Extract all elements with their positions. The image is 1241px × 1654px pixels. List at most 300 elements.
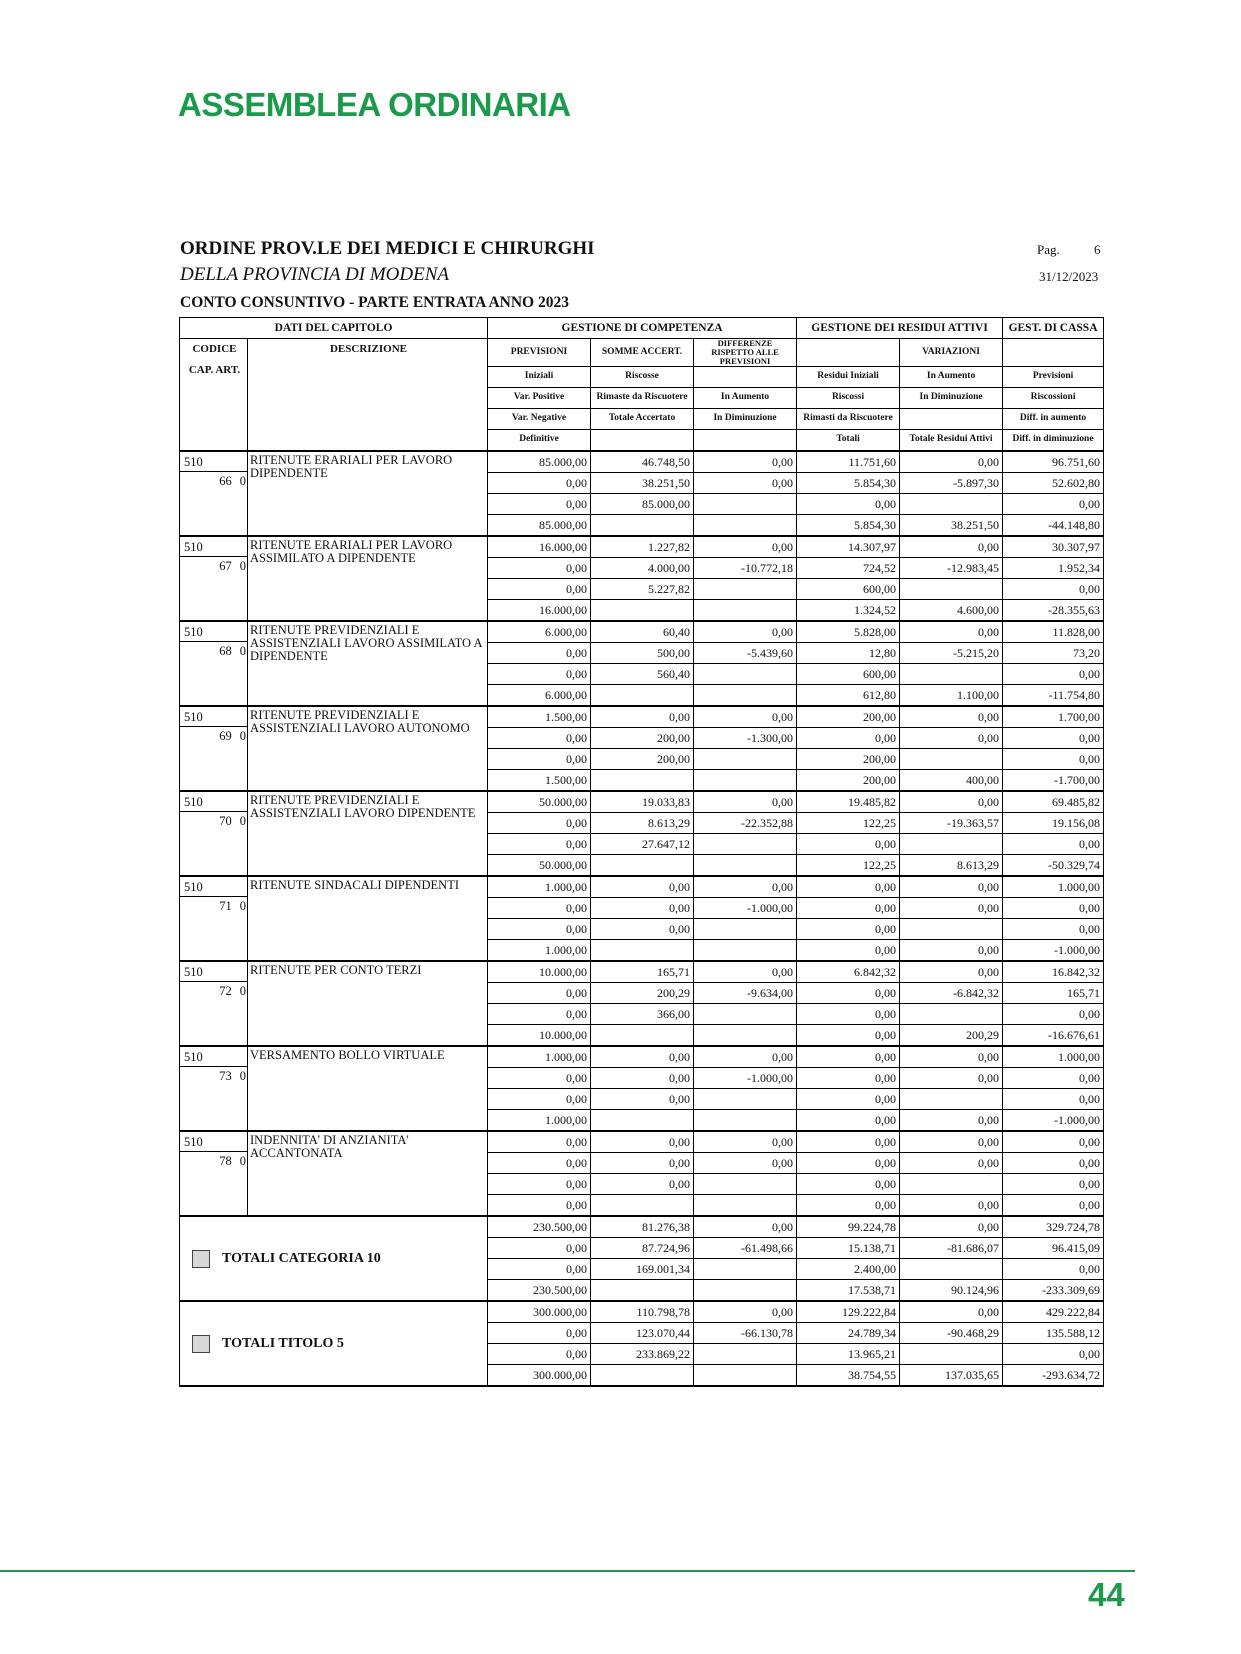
amount-cell <box>694 1089 797 1110</box>
amount-cell: 0,00 <box>694 1216 797 1238</box>
col-header <box>900 409 1003 430</box>
amount-cell: 1.000,00 <box>1003 1046 1104 1068</box>
amount-cell: -6.842,32 <box>900 983 1003 1004</box>
col-header: Totale Residui Attivi <box>900 430 1003 452</box>
amount-cell <box>694 1004 797 1025</box>
amount-cell <box>900 1344 1003 1365</box>
amount-cell: 0,00 <box>1003 1089 1104 1110</box>
amount-cell: 0,00 <box>900 1068 1003 1089</box>
page-number: 6 <box>1094 242 1101 257</box>
group-residui: GESTIONE DEI RESIDUI ATTIVI <box>797 318 1003 339</box>
amount-cell: 0,00 <box>1003 1131 1104 1153</box>
art-value: 73 <box>219 1069 232 1083</box>
art-value: 71 <box>219 899 232 913</box>
col-header: Rimasti da Riscuotere <box>797 409 900 430</box>
amount-cell: 0,00 <box>900 706 1003 728</box>
amount-cell: 0,00 <box>488 1238 591 1259</box>
amount-cell: 0,00 <box>900 1195 1003 1217</box>
amount-cell: -1.000,00 <box>694 1068 797 1089</box>
amount-cell: -61.498,66 <box>694 1238 797 1259</box>
amount-cell: 0,00 <box>797 919 900 940</box>
amount-cell: 19.033,83 <box>591 791 694 813</box>
amount-cell <box>694 1110 797 1132</box>
amount-cell: 0,00 <box>591 898 694 919</box>
amount-cell: 0,00 <box>1003 834 1104 855</box>
amount-cell: 0,00 <box>694 706 797 728</box>
sub-value: 0 <box>239 1154 246 1168</box>
amount-cell: 135.588,12 <box>1003 1323 1104 1344</box>
amount-cell <box>591 940 694 962</box>
col-header: VARIAZIONI <box>900 339 1003 367</box>
amount-cell: 50.000,00 <box>488 791 591 813</box>
amount-cell: 200,29 <box>900 1025 1003 1047</box>
amount-cell <box>694 940 797 962</box>
art-number <box>180 982 247 998</box>
amount-cell <box>694 1365 797 1387</box>
amount-cell: 200,00 <box>797 706 900 728</box>
amount-cell: 1.000,00 <box>488 1110 591 1132</box>
amount-cell: 0,00 <box>797 1174 900 1195</box>
amount-cell: 169.001,34 <box>591 1259 694 1280</box>
sub-value: 0 <box>239 984 246 998</box>
amount-cell: 0,00 <box>694 621 797 643</box>
amount-cell: 560,40 <box>591 664 694 685</box>
table-row <box>180 961 1104 983</box>
org-province: DELLA PROVINCIA DI MODENA <box>180 264 449 285</box>
amount-cell: 0,00 <box>900 1046 1003 1068</box>
amount-cell: 19.485,82 <box>797 791 900 813</box>
amount-cell: 0,00 <box>591 1068 694 1089</box>
chapter-description: RITENUTE PER CONTO TERZI <box>248 961 488 1046</box>
amount-cell: 0,00 <box>488 898 591 919</box>
amount-cell <box>694 494 797 515</box>
amount-cell <box>900 664 1003 685</box>
chapter-code <box>180 621 248 706</box>
amount-cell: 0,00 <box>900 791 1003 813</box>
chapter-code <box>180 961 248 1046</box>
codice-header <box>180 339 248 452</box>
amount-cell: -1.000,00 <box>694 898 797 919</box>
amount-cell: 12,80 <box>797 643 900 664</box>
amount-cell <box>694 1344 797 1365</box>
cap-number: 510 <box>180 1132 247 1152</box>
amount-cell: -50.329,74 <box>1003 855 1104 877</box>
amount-cell: 0,00 <box>797 940 900 962</box>
amount-cell: -90.468,29 <box>900 1323 1003 1344</box>
amount-cell: 1.324,52 <box>797 600 900 622</box>
report-date: 31/12/2023 <box>1039 269 1099 284</box>
amount-cell: 8.613,29 <box>900 855 1003 877</box>
amount-cell: 0,00 <box>797 494 900 515</box>
col-header: Totale Accertato <box>591 409 694 430</box>
col-header: Riscossi <box>797 388 900 409</box>
amount-cell: 0,00 <box>1003 728 1104 749</box>
amount-cell: 0,00 <box>1003 1344 1104 1365</box>
amount-cell: 0,00 <box>1003 1195 1104 1217</box>
amount-cell: 0,00 <box>488 1259 591 1280</box>
amount-cell <box>591 770 694 792</box>
amount-cell: 1.000,00 <box>488 1046 591 1068</box>
cap-number: 510 <box>180 622 247 642</box>
amount-cell: 10.000,00 <box>488 1025 591 1047</box>
table-row <box>180 706 1104 728</box>
amount-cell: 85.000,00 <box>488 451 591 473</box>
col-header: PREVISIONI <box>488 339 591 367</box>
brand-title: ASSEMBLEA ORDINARIA <box>178 86 571 123</box>
amount-cell: -1.700,00 <box>1003 770 1104 792</box>
chapter-code <box>180 876 248 961</box>
sub-value: 0 <box>239 644 246 658</box>
amount-cell: 38.754,55 <box>797 1365 900 1387</box>
chapter-description: INDENNITA' DI ANZIANITA' ACCANTONATA <box>248 1131 488 1216</box>
col-header: Var. Negative <box>488 409 591 430</box>
amount-cell: 5.828,00 <box>797 621 900 643</box>
sub-value: 0 <box>239 814 246 828</box>
amount-cell: -44.148,80 <box>1003 515 1104 537</box>
amount-cell <box>694 664 797 685</box>
sub-value: 0 <box>239 899 246 913</box>
total-label: TOTALI TITOLO 5 <box>222 1335 344 1351</box>
amount-cell: 0,00 <box>1003 494 1104 515</box>
amount-cell: 0,00 <box>1003 898 1104 919</box>
amount-cell <box>694 770 797 792</box>
amount-cell <box>694 834 797 855</box>
amount-cell: 0,00 <box>900 1110 1003 1132</box>
amount-cell: 123.070,44 <box>591 1323 694 1344</box>
cap-number: 510 <box>180 1047 247 1067</box>
chapter-code <box>180 451 248 536</box>
amount-cell: 17.538,71 <box>797 1280 900 1302</box>
chapter-code <box>180 706 248 791</box>
cap-art-label: CAP. ART. <box>188 364 241 376</box>
col-header <box>797 339 900 367</box>
cap-number: 510 <box>180 707 247 727</box>
amount-cell: 0,00 <box>900 1153 1003 1174</box>
col-header: In Aumento <box>694 388 797 409</box>
amount-cell <box>900 834 1003 855</box>
amount-cell: 600,00 <box>797 664 900 685</box>
table-row <box>180 1046 1104 1068</box>
checkbox-icon <box>192 1250 210 1268</box>
amount-cell: 600,00 <box>797 579 900 600</box>
footer-rule <box>0 1570 1135 1572</box>
total-label-cell <box>180 1301 488 1386</box>
amount-cell: 724,52 <box>797 558 900 579</box>
col-header: Definitive <box>488 430 591 452</box>
art-value: 66 <box>219 474 232 488</box>
amount-cell: 329.724,78 <box>1003 1216 1104 1238</box>
amount-cell: -1.000,00 <box>1003 940 1104 962</box>
amount-cell <box>900 494 1003 515</box>
amount-cell: 0,00 <box>797 1153 900 1174</box>
amount-cell <box>694 1195 797 1217</box>
group-header-row <box>180 318 1104 339</box>
amount-cell: 0,00 <box>797 1025 900 1047</box>
art-value: 68 <box>219 644 232 658</box>
amount-cell: 0,00 <box>1003 1259 1104 1280</box>
col-header: Riscosse <box>591 367 694 388</box>
amount-cell: 0,00 <box>488 1004 591 1025</box>
amount-cell: 0,00 <box>797 983 900 1004</box>
amount-cell: 0,00 <box>1003 1068 1104 1089</box>
amount-cell: 122,25 <box>797 813 900 834</box>
amount-cell: 99.224,78 <box>797 1216 900 1238</box>
amount-cell: 0,00 <box>488 749 591 770</box>
org-name: ORDINE PROV.LE DEI MEDICI E CHIRURGHI <box>180 238 595 259</box>
descrizione-header: DESCRIZIONE <box>248 339 488 452</box>
amount-cell: 10.000,00 <box>488 961 591 983</box>
chapter-description: RITENUTE PREVIDENZIALI E ASSISTENZIALI LAVORO DIPENDENTE <box>248 791 488 876</box>
amount-cell: 612,80 <box>797 685 900 707</box>
col-header: In Diminuzione <box>694 409 797 430</box>
amount-cell: 0,00 <box>694 791 797 813</box>
amount-cell: 0,00 <box>591 876 694 898</box>
amount-cell: 1.000,00 <box>488 940 591 962</box>
col-header: SOMME ACCERT. <box>591 339 694 367</box>
art-number <box>180 472 247 488</box>
amount-cell <box>591 1025 694 1047</box>
total-label: TOTALI CATEGORIA 10 <box>222 1250 381 1266</box>
amount-cell: 0,00 <box>488 643 591 664</box>
amount-cell <box>694 1280 797 1302</box>
art-number <box>180 1067 247 1083</box>
col-header: Previsioni <box>1003 367 1104 388</box>
amount-cell: -16.676,61 <box>1003 1025 1104 1047</box>
amount-cell: 4.000,00 <box>591 558 694 579</box>
amount-cell: 0,00 <box>694 876 797 898</box>
amount-cell: 0,00 <box>488 473 591 494</box>
amount-cell: 0,00 <box>1003 1174 1104 1195</box>
amount-cell: 0,00 <box>591 1089 694 1110</box>
amount-cell: 0,00 <box>900 728 1003 749</box>
table-row <box>180 1131 1104 1153</box>
amount-cell: 0,00 <box>694 1153 797 1174</box>
chapter-description: RITENUTE ERARIALI PER LAVORO ASSIMILATO A DIPENDENTE <box>248 536 488 621</box>
chapter-code <box>180 791 248 876</box>
amount-cell: -1.000,00 <box>1003 1110 1104 1132</box>
amount-cell: -5.439,60 <box>694 643 797 664</box>
amount-cell: 96.751,60 <box>1003 451 1104 473</box>
amount-cell: 300.000,00 <box>488 1365 591 1387</box>
amount-cell: -19.363,57 <box>900 813 1003 834</box>
amount-cell: 0,00 <box>591 1046 694 1068</box>
amount-cell: 0,00 <box>1003 664 1104 685</box>
amount-cell: 0,00 <box>900 961 1003 983</box>
amount-cell: 87.724,96 <box>591 1238 694 1259</box>
amount-cell: 0,00 <box>900 876 1003 898</box>
amount-cell: 0,00 <box>797 1046 900 1068</box>
amount-cell: 0,00 <box>488 1068 591 1089</box>
amount-cell: 200,00 <box>591 728 694 749</box>
amount-cell: 0,00 <box>591 1153 694 1174</box>
amount-cell <box>591 855 694 877</box>
amount-cell: 0,00 <box>900 536 1003 558</box>
amount-cell: 0,00 <box>488 1153 591 1174</box>
amount-cell <box>591 1110 694 1132</box>
amount-cell: -12.983,45 <box>900 558 1003 579</box>
amount-cell: 300.000,00 <box>488 1301 591 1323</box>
amount-cell: 6.000,00 <box>488 621 591 643</box>
amount-cell: 0,00 <box>591 919 694 940</box>
amount-cell: 0,00 <box>591 1131 694 1153</box>
amount-cell: 0,00 <box>488 728 591 749</box>
amount-cell: 1.700,00 <box>1003 706 1104 728</box>
amount-cell: 81.276,38 <box>591 1216 694 1238</box>
amount-cell: 0,00 <box>1003 919 1104 940</box>
amount-cell: 85.000,00 <box>591 494 694 515</box>
amount-cell: 0,00 <box>488 1323 591 1344</box>
table-row <box>180 791 1104 813</box>
amount-cell: 0,00 <box>797 876 900 898</box>
amount-cell: 0,00 <box>797 1004 900 1025</box>
amount-cell: 0,00 <box>797 1131 900 1153</box>
amount-cell: 1.100,00 <box>900 685 1003 707</box>
art-number <box>180 1152 247 1168</box>
amount-cell <box>694 1025 797 1047</box>
amount-cell: 129.222,84 <box>797 1301 900 1323</box>
amount-cell: 73,20 <box>1003 643 1104 664</box>
amount-cell: 38.251,50 <box>591 473 694 494</box>
page-label: Pag. <box>1037 242 1060 257</box>
amount-cell: 69.485,82 <box>1003 791 1104 813</box>
amount-cell: 0,00 <box>694 1131 797 1153</box>
amount-cell: 0,00 <box>797 1195 900 1217</box>
amount-cell: 0,00 <box>488 1195 591 1217</box>
col-header: DIFFERENZE RISPETTO ALLE PREVISIONI <box>694 339 797 367</box>
amount-cell: 38.251,50 <box>900 515 1003 537</box>
sub-value: 0 <box>239 559 246 573</box>
art-value: 78 <box>219 1154 232 1168</box>
amount-cell: 16.000,00 <box>488 536 591 558</box>
amount-cell: 200,00 <box>797 770 900 792</box>
amount-cell: 27.647,12 <box>591 834 694 855</box>
footer-page-number: 44 <box>1088 1576 1125 1613</box>
chapter-code <box>180 536 248 621</box>
col-header <box>694 430 797 452</box>
amount-cell <box>900 1259 1003 1280</box>
group-capitolo: DATI DEL CAPITOLO <box>180 318 488 339</box>
amount-cell <box>694 749 797 770</box>
amount-cell <box>900 1004 1003 1025</box>
chapter-description: RITENUTE PREVIDENZIALI E ASSISTENZIALI LAVORO ASSIMILATO A DIPENDENTE <box>248 621 488 706</box>
amount-cell: 46.748,50 <box>591 451 694 473</box>
amount-cell: 5.854,30 <box>797 473 900 494</box>
amount-cell: -233.309,69 <box>1003 1280 1104 1302</box>
amount-cell <box>694 515 797 537</box>
amount-cell: 6.000,00 <box>488 685 591 707</box>
amount-cell: 0,00 <box>797 1110 900 1132</box>
amount-cell: 1.952,34 <box>1003 558 1104 579</box>
amount-cell: -22.352,88 <box>694 813 797 834</box>
chapter-description: RITENUTE ERARIALI PER LAVORO DIPENDENTE <box>248 451 488 536</box>
amount-cell: 230.500,00 <box>488 1280 591 1302</box>
amount-cell <box>694 600 797 622</box>
table-row <box>180 621 1104 643</box>
chapter-code <box>180 1046 248 1131</box>
art-value: 70 <box>219 814 232 828</box>
amount-cell: 0,00 <box>1003 579 1104 600</box>
amount-cell: 400,00 <box>900 770 1003 792</box>
amount-cell: 137.035,65 <box>900 1365 1003 1387</box>
amount-cell <box>694 919 797 940</box>
amount-cell: 0,00 <box>694 451 797 473</box>
col-header: Residui Iniziali <box>797 367 900 388</box>
amount-cell: -11.754,80 <box>1003 685 1104 707</box>
art-number <box>180 897 247 913</box>
col-header <box>591 430 694 452</box>
amount-cell: 8.613,29 <box>591 813 694 834</box>
amount-cell: 0,00 <box>900 1131 1003 1153</box>
ledger-table <box>179 317 1104 1387</box>
amount-cell: 0,00 <box>591 1174 694 1195</box>
amount-cell: 0,00 <box>488 579 591 600</box>
codice-label: CODICE <box>192 343 237 355</box>
amount-cell <box>591 515 694 537</box>
sub-value: 0 <box>239 474 246 488</box>
amount-cell: 0,00 <box>900 940 1003 962</box>
amount-cell: 16.000,00 <box>488 600 591 622</box>
cap-number: 510 <box>180 792 247 812</box>
checkbox-icon <box>192 1335 210 1353</box>
amount-cell: 429.222,84 <box>1003 1301 1104 1323</box>
amount-cell: 0,00 <box>1003 749 1104 770</box>
amount-cell: 6.842,32 <box>797 961 900 983</box>
amount-cell: 4.600,00 <box>900 600 1003 622</box>
amount-cell: 13.965,21 <box>797 1344 900 1365</box>
amount-cell: 11.828,00 <box>1003 621 1104 643</box>
amount-cell: 0,00 <box>488 1174 591 1195</box>
amount-cell <box>591 1195 694 1217</box>
amount-cell: 0,00 <box>1003 1004 1104 1025</box>
amount-cell <box>694 685 797 707</box>
art-value: 67 <box>219 559 232 573</box>
cap-number: 510 <box>180 877 247 897</box>
amount-cell <box>694 579 797 600</box>
cap-number: 510 <box>180 962 247 982</box>
art-value: 69 <box>219 729 232 743</box>
amount-cell: 200,00 <box>797 749 900 770</box>
amount-cell: 0,00 <box>694 473 797 494</box>
col-header: In Diminuzione <box>900 388 1003 409</box>
amount-cell: 0,00 <box>488 813 591 834</box>
cap-number: 510 <box>180 452 247 472</box>
col-header: Var. Positive <box>488 388 591 409</box>
amount-cell: 50.000,00 <box>488 855 591 877</box>
art-number <box>180 557 247 573</box>
col-header: Totali <box>797 430 900 452</box>
table-row <box>180 876 1104 898</box>
amount-cell: -5.215,20 <box>900 643 1003 664</box>
col-header: Diff. in diminuzione <box>1003 430 1104 452</box>
amount-cell: -10.772,18 <box>694 558 797 579</box>
chapter-description: VERSAMENTO BOLLO VIRTUALE <box>248 1046 488 1131</box>
col-header <box>694 367 797 388</box>
amount-cell: -1.300,00 <box>694 728 797 749</box>
group-cassa: GEST. DI CASSA <box>1003 318 1104 339</box>
amount-cell: 0,00 <box>488 983 591 1004</box>
amount-cell: 0,00 <box>797 728 900 749</box>
amount-cell <box>591 600 694 622</box>
amount-cell <box>694 1174 797 1195</box>
amount-cell: -5.897,30 <box>900 473 1003 494</box>
amount-cell: 165,71 <box>591 961 694 983</box>
table-row <box>180 451 1104 473</box>
amount-cell: 200,00 <box>591 749 694 770</box>
amount-cell: 122,25 <box>797 855 900 877</box>
amount-cell <box>591 1280 694 1302</box>
amount-cell: 1.000,00 <box>488 876 591 898</box>
amount-cell: 0,00 <box>900 451 1003 473</box>
